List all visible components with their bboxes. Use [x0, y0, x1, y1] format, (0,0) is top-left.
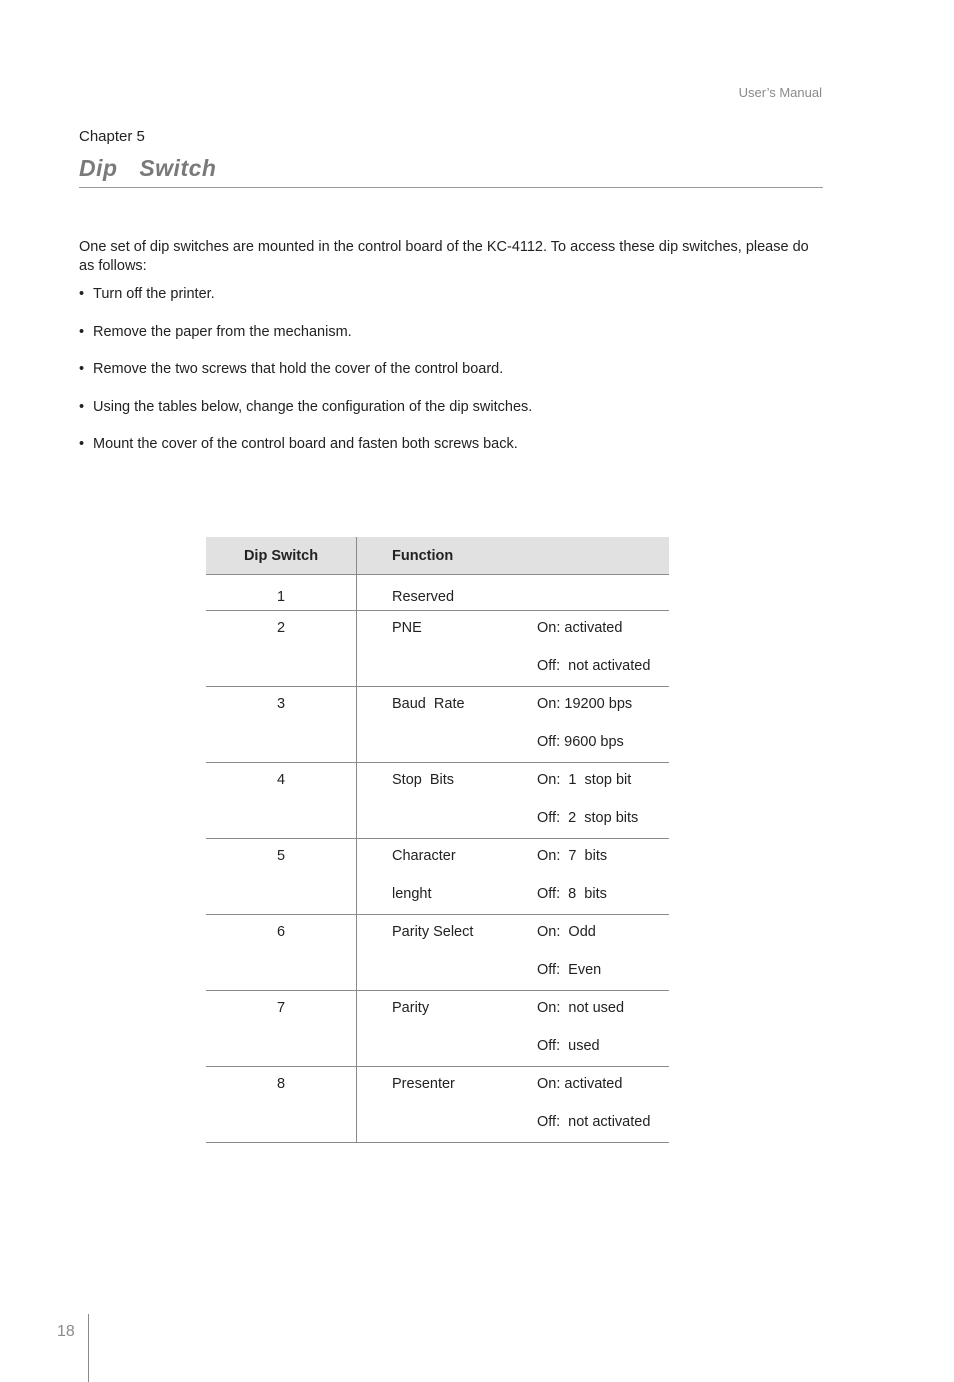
function-name: Stop Bits: [357, 763, 538, 839]
table-header-row: [206, 537, 669, 575]
setting-on: On: activated: [537, 1076, 623, 1092]
function-settings: [537, 611, 669, 687]
step-text: Remove the two screws that hold the cover of the control board.: [93, 361, 504, 377]
list-item: [79, 434, 532, 472]
switch-number: 3: [206, 687, 357, 763]
setting-off: Off: 2 stop bits: [537, 809, 639, 826]
switch-number: 1: [206, 575, 357, 611]
setting-on: On: 1 stop bit: [537, 772, 632, 788]
function-settings: [537, 575, 669, 611]
table-row: [206, 763, 669, 839]
table-row: [206, 575, 669, 611]
function-name: Parity Select: [357, 915, 538, 991]
bullet-icon: •: [79, 323, 85, 340]
chapter-title: Dip Switch: [79, 155, 217, 181]
setting-on: On: 7 bits: [537, 848, 608, 864]
table-row: [206, 1067, 669, 1143]
function-settings: [537, 839, 669, 915]
chapter-label: Chapter 5: [79, 128, 145, 145]
switch-number: 8: [206, 1067, 357, 1143]
setting-off: Off: not activated: [537, 657, 651, 674]
step-text: Remove the paper from the mechanism.: [93, 323, 352, 340]
function-settings: [537, 763, 669, 839]
setting-off: Off: 9600 bps: [537, 733, 624, 750]
page-number: 18: [57, 1323, 75, 1340]
table-row: [206, 991, 669, 1067]
function-name: PNE: [357, 611, 538, 687]
column-header-function: Function: [357, 537, 670, 575]
setting-off: Off: not activated: [537, 1113, 651, 1130]
setting-off: Off: Even: [537, 961, 602, 978]
function-name: Character lenght: [357, 839, 538, 915]
setting-on: On: Odd: [537, 924, 596, 940]
setting-off: Off: 8 bits: [537, 885, 607, 902]
switch-number: 4: [206, 763, 357, 839]
bullet-icon: •: [79, 361, 85, 377]
function-name: Parity: [357, 991, 538, 1067]
setting-on: On: not used: [537, 1000, 625, 1016]
bullet-icon: •: [79, 398, 85, 415]
step-text: Mount the cover of the control board and fasten both screws back.: [93, 436, 518, 452]
intro-paragraph: One set of dip switches are mounted in the control board of the KC-4112. To access these dip switches, please do as follows:: [79, 239, 809, 274]
function-settings: [537, 687, 669, 763]
column-header-dip-switch: Dip Switch: [206, 537, 357, 575]
function-settings: [537, 991, 669, 1067]
bullet-icon: •: [79, 286, 85, 302]
function-name: Baud Rate: [357, 687, 538, 763]
step-text: Using the tables below, change the configuration of the dip switches.: [93, 398, 533, 415]
switch-number: 5: [206, 839, 357, 915]
table-row: [206, 839, 669, 915]
function-settings: [537, 915, 669, 991]
dip-switch-table: [206, 537, 669, 1143]
title-divider: [79, 187, 823, 188]
step-text: Turn off the printer.: [93, 286, 215, 302]
steps-list: [79, 284, 532, 472]
switch-number: 6: [206, 915, 357, 991]
setting-on: On: activated: [537, 620, 623, 636]
table-row: [206, 611, 669, 687]
function-name: Presenter: [357, 1067, 538, 1143]
list-item: [79, 359, 532, 397]
setting-off: Off: used: [537, 1037, 600, 1054]
table-row: [206, 915, 669, 991]
running-header: User’s Manual: [738, 85, 822, 100]
switch-number: 7: [206, 991, 357, 1067]
bullet-icon: •: [79, 436, 85, 452]
switch-number: 2: [206, 611, 357, 687]
list-item: [79, 284, 532, 322]
function-name: Reserved: [357, 575, 538, 611]
setting-on: On: 19200 bps: [537, 696, 633, 712]
function-settings: [537, 1067, 669, 1143]
table-row: [206, 687, 669, 763]
page-number-divider: [88, 1314, 89, 1382]
list-item: [79, 322, 532, 360]
list-item: [79, 397, 532, 435]
